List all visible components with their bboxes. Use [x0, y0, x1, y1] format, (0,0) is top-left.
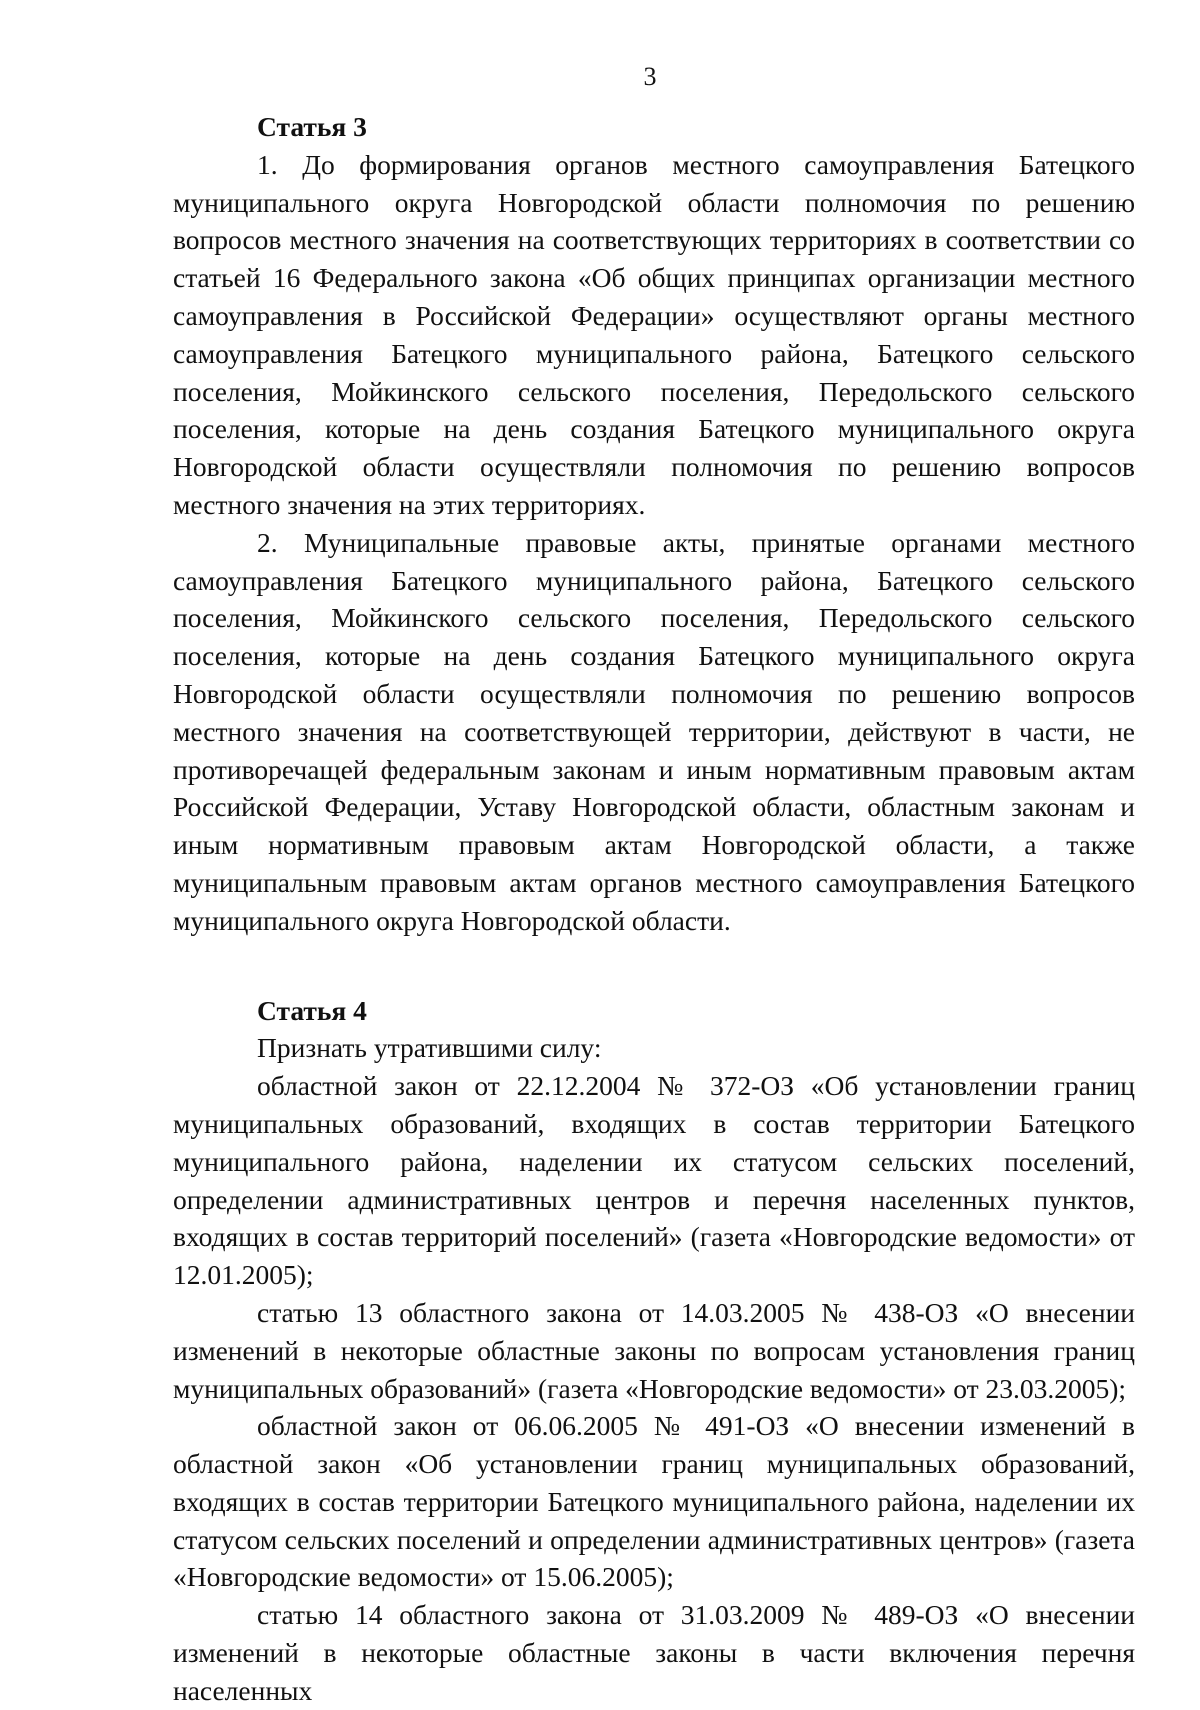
article-4-item-1: областной закон от 22.12.2004 № 372-ОЗ «Об установлении границ муниципальных образований, входящих в состав территории Батецкого муниципального района, наделении их статусом сельских поселений, определении административных центров и перечня населенных пунктов, входящих в состав территорий поселений» (газета «Новгородские ведомости» от 12.01.2005); — [173, 1070, 1135, 1291]
article-3-heading: Статья 3 — [257, 111, 367, 142]
article-4-heading: Статья 4 — [257, 994, 367, 1026]
article-4-item-3: областной закон от 06.06.2005 № 491-ОЗ «О внесении изменений в областной закон «Об установлении границ муниципальных образований, входящих в состав территории Батецкого муниципального района, наделении их статусом сельских поселений и определении административных центров» (газета «Новгородские ведомости» от 15.06.2005); — [173, 1410, 1135, 1593]
article-3-paragraph-1: 1. До формирования органов местного самоуправления Батецкого муниципального округа Новгородской области полномочия по решению вопросов местного значения на соответствующих территориях в соответствии со статьей 16 Федерального закона «Об общих принципах организации местного самоуправления в Российской Федерации» осуществляют органы местного самоуправления Батецкого муниципального района, Батецкого сельского поселения, Мойкинского сельского поселения, Передольского сельского поселения, которые на день создания Батецкого муниципального округа Новгородской области осуществляли полномочия по решению вопросов местного значения на этих территориях. — [173, 148, 1135, 520]
article-4-intro: Признать утратившими силу: — [257, 1032, 602, 1064]
page-number: 3 — [643, 62, 657, 91]
document-body — [173, 108, 1135, 1710]
article-3-paragraph-2: 2. Муниципальные правовые акты, принятые органами местного самоуправления Батецкого муниципального района, Батецкого сельского поселения, Мойкинского сельского поселения, Передольского сельского поселения, которые на день создания Батецкого муниципального округа Новгородской области осуществляли полномочия по решению вопросов местного значения на соответствующей территории, действуют в части, не противоречащей федеральным законам и иным нормативным правовым актам Российской Федерации, Уставу Новгородской области, областным законам и иным нормативным правовым актам Новгородской области, а также муниципальным правовым актам органов местного самоуправления Батецкого муниципального округа Новгородской области. — [173, 526, 1135, 936]
article-4-item-4: статью 14 областного закона от 31.03.2009 № 489-ОЗ «О внесении изменений в некоторые областные законы в части включения перечня населенных — [173, 1599, 1135, 1706]
section-spacer — [173, 940, 1135, 992]
article-4-item-2: статью 13 областного закона от 14.03.2005 № 438-ОЗ «О внесении изменений в некоторые областные законы по вопросам установления границ муниципальных образований» (газета «Новгородские ведомости» от 23.03.2005); — [173, 1296, 1135, 1404]
